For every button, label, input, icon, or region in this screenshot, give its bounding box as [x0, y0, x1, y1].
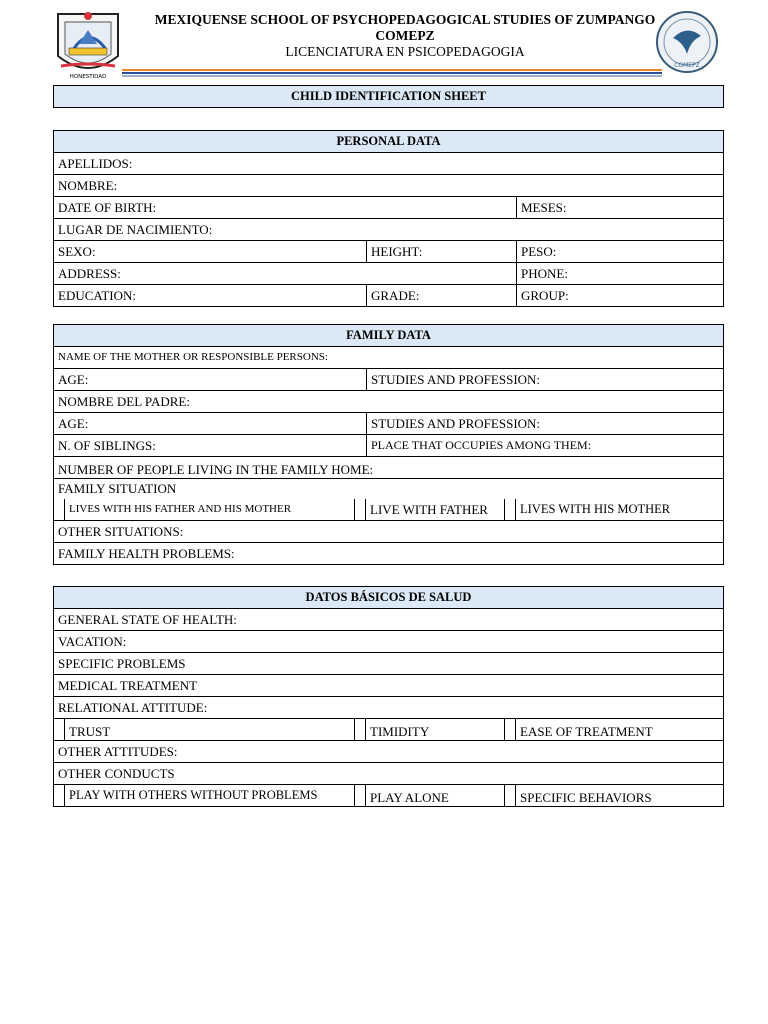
form-row: [54, 435, 723, 457]
option-play-alone: PLAY ALONE: [370, 790, 449, 805]
phone-field[interactable]: PHONE:: [516, 263, 723, 284]
mother-name-field[interactable]: NAME OF THE MOTHER OR RESPONSIBLE PERSONS:: [58, 351, 328, 363]
checkbox[interactable]: [354, 499, 366, 520]
form-row: [54, 369, 723, 391]
birthplace-field[interactable]: LUGAR DE NACIMIENTO:: [58, 222, 213, 237]
form-row: [54, 719, 723, 741]
form-row: [54, 347, 723, 369]
form-row: [54, 609, 723, 631]
option-behaviors: SPECIFIC BEHAVIORS: [520, 790, 652, 805]
form-row: [54, 543, 723, 564]
health-data-section: [53, 586, 724, 807]
father-name-field[interactable]: NOMBRE DEL PADRE:: [58, 394, 190, 409]
option-father: LIVE WITH FATHER: [370, 502, 488, 517]
checkbox[interactable]: [54, 785, 65, 806]
header-stripes: [122, 69, 662, 78]
other-situations-field[interactable]: OTHER SITUATIONS:: [58, 524, 184, 539]
mother-age-field[interactable]: AGE:: [58, 372, 89, 387]
checkbox[interactable]: [504, 499, 516, 520]
peso-field[interactable]: PESO:: [516, 241, 723, 262]
apellidos-field[interactable]: APELLIDOS:: [58, 156, 133, 171]
general-health-field[interactable]: GENERAL STATE OF HEALTH:: [58, 612, 237, 627]
father-age-field[interactable]: AGE:: [58, 416, 89, 431]
option-trust: TRUST: [69, 724, 111, 739]
document-header: [0, 0, 768, 84]
height-field[interactable]: HEIGHT:: [366, 241, 516, 262]
grade-field[interactable]: GRADE:: [366, 285, 516, 306]
section-heading: DATOS BÁSICOS DE SALUD: [54, 587, 723, 609]
nombre-field[interactable]: NOMBRE:: [58, 178, 118, 193]
vacation-field[interactable]: VACATION:: [58, 634, 127, 649]
title-bar: [53, 85, 724, 108]
option-timidity: TIMIDITY: [370, 724, 430, 739]
specific-problems-field[interactable]: SPECIFIC PROBLEMS: [58, 656, 186, 671]
school-crest-logo: [53, 8, 123, 82]
other-attitudes-field[interactable]: OTHER ATTITUDES:: [58, 744, 178, 759]
form-row: [54, 391, 723, 413]
form-row: [54, 241, 723, 263]
siblings-field[interactable]: N. OF SIBLINGS:: [58, 438, 156, 453]
checkbox[interactable]: [504, 785, 516, 806]
school-name-block: [140, 12, 670, 60]
sexo-field[interactable]: SEXO:: [58, 244, 96, 259]
form-row: [54, 219, 723, 241]
date-of-birth-field[interactable]: DATE OF BIRTH:: [58, 200, 157, 215]
meses-field[interactable]: MESES:: [516, 197, 723, 218]
form-row: [54, 521, 723, 543]
form-row: [54, 197, 723, 219]
section-heading: PERSONAL DATA: [54, 131, 723, 153]
relational-attitude-label: RELATIONAL ATTITUDE:: [58, 700, 208, 715]
form-row: [54, 175, 723, 197]
medical-treatment-field[interactable]: MEDICAL TREATMENT: [58, 678, 198, 693]
option-both-parents: LIVES WITH HIS FATHER AND HIS MOTHER: [69, 503, 292, 515]
group-field[interactable]: GROUP:: [516, 285, 723, 306]
mother-studies-field[interactable]: STUDIES AND PROFESSION:: [366, 369, 723, 390]
family-data-section: [53, 324, 724, 565]
form-row: [54, 457, 723, 479]
degree-name: LICENCIATURA EN PSICOPEDAGOGIA: [285, 44, 525, 59]
education-field[interactable]: EDUCATION:: [58, 288, 136, 303]
personal-data-section: [53, 130, 724, 307]
checkbox[interactable]: [504, 719, 516, 740]
option-ease: EASE OF TREATMENT: [520, 724, 653, 739]
school-acronym: COMEPZ: [375, 28, 435, 43]
form-row: [54, 499, 723, 521]
logo-motto: HONESTIDAD: [69, 74, 107, 80]
option-mother: LIVES WITH HIS MOTHER: [520, 502, 671, 516]
form-row: [54, 785, 723, 806]
section-heading: FAMILY DATA: [54, 325, 723, 347]
form-row: [54, 631, 723, 653]
family-situation-label: FAMILY SITUATION: [58, 481, 177, 496]
sibling-place-field[interactable]: PLACE THAT OCCUPIES AMONG THEM:: [366, 435, 723, 456]
form-row: [54, 697, 723, 719]
option-play-others: PLAY WITH OTHERS WITHOUT PROBLEMS: [69, 788, 318, 802]
checkbox[interactable]: [354, 719, 366, 740]
form-row: [54, 741, 723, 763]
father-studies-field[interactable]: STUDIES AND PROFESSION:: [366, 413, 723, 434]
family-health-field[interactable]: FAMILY HEALTH PROBLEMS:: [58, 546, 235, 561]
checkbox[interactable]: [354, 785, 366, 806]
form-row: [54, 479, 723, 499]
form-row: [54, 263, 723, 285]
checkbox[interactable]: [54, 499, 65, 520]
address-field[interactable]: ADDRESS:: [58, 266, 121, 281]
form-row: [54, 413, 723, 435]
other-conducts-label: OTHER CONDUCTS: [58, 766, 175, 781]
form-row: [54, 653, 723, 675]
checkbox[interactable]: [54, 719, 65, 740]
household-count-field[interactable]: NUMBER OF PEOPLE LIVING IN THE FAMILY HOME:: [58, 462, 374, 477]
form-row: [54, 675, 723, 697]
school-name: MEXIQUENSE SCHOOL OF PSYCHOPEDAGOGICAL STUDIES OF ZUMPANGO: [154, 12, 656, 27]
form-row: [54, 285, 723, 306]
form-row: [54, 153, 723, 175]
form-row: [54, 763, 723, 785]
seal-text: COMEPZ: [674, 62, 700, 69]
sheet-title: CHILD IDENTIFICATION SHEET: [54, 86, 723, 107]
